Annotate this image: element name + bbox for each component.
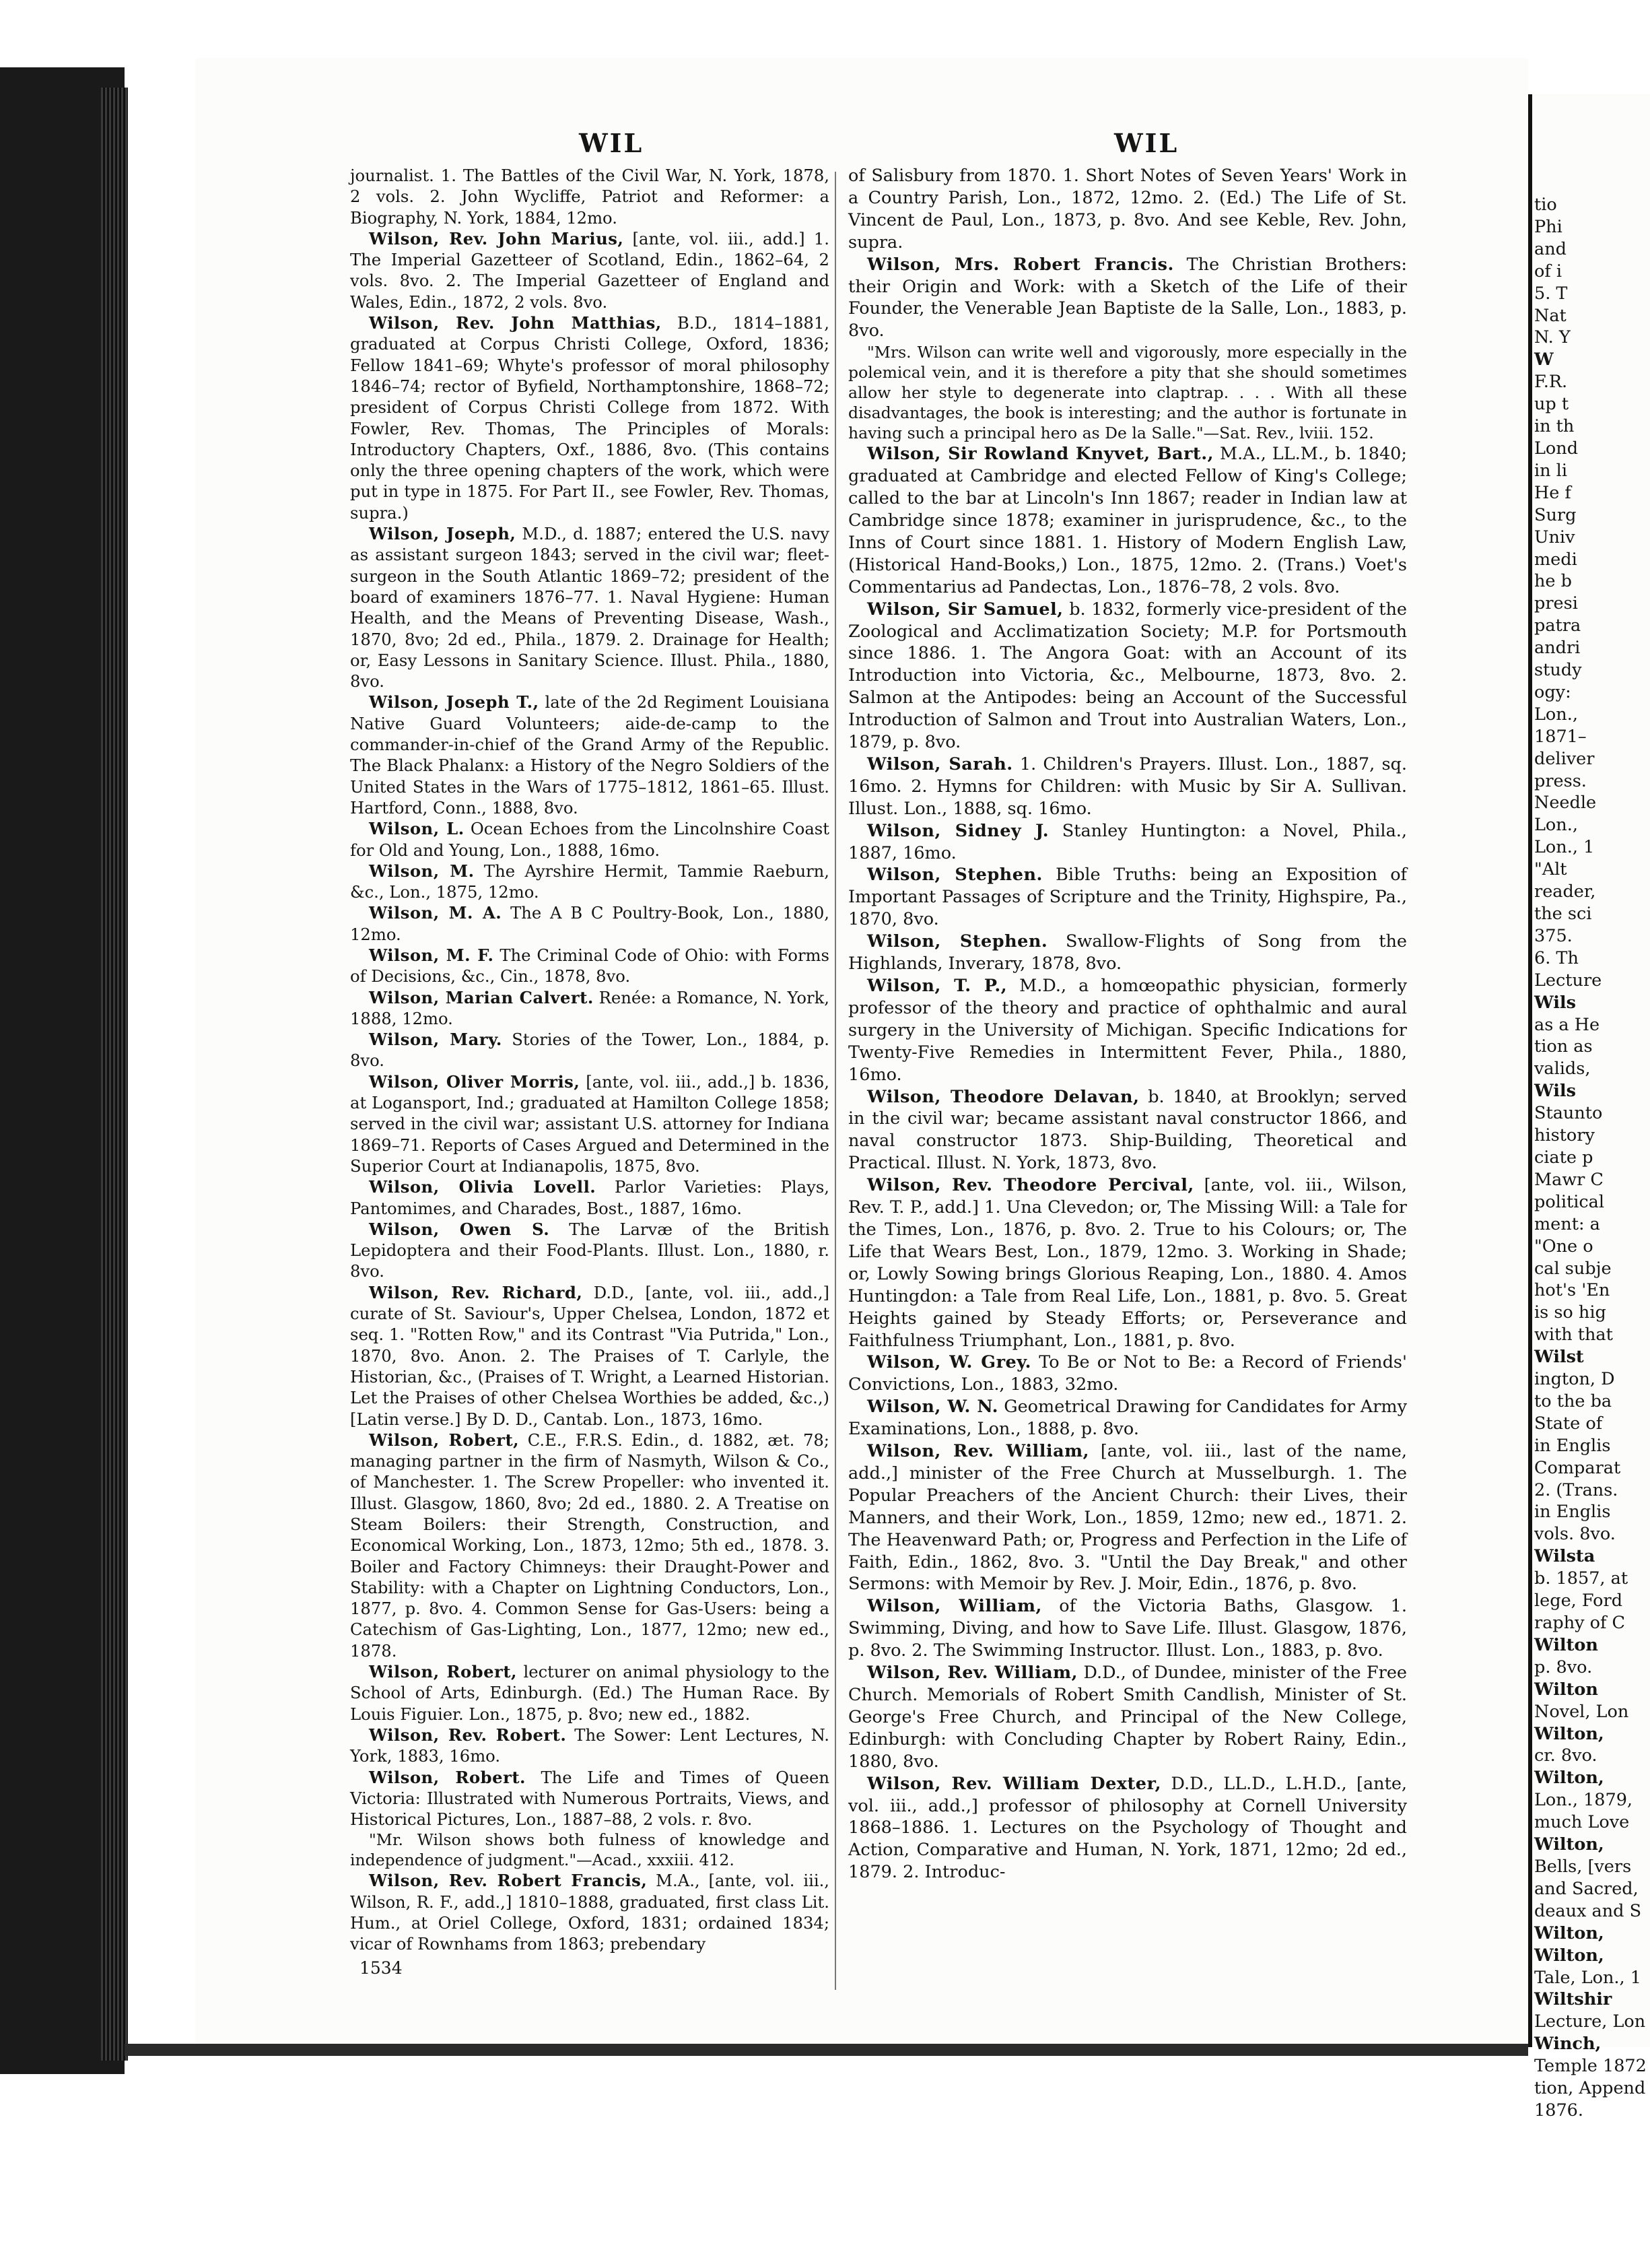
next-page-fragment: Novel, Lon (1534, 1701, 1629, 1722)
dictionary-entry (848, 1595, 1407, 1662)
next-page-fragment: Wilton, (1534, 1723, 1604, 1744)
next-page-fragment: "Alt (1534, 859, 1567, 880)
next-page-fragment: He f (1534, 482, 1571, 503)
next-page-fragment: to the ba (1534, 1391, 1612, 1411)
next-page-fragment: as a He (1534, 1014, 1600, 1035)
next-page-fragment: State of (1534, 1413, 1603, 1434)
entry-headword: Wilson, Rev. Theodore Percival, (867, 1175, 1194, 1196)
next-page-fragment: Wils (1534, 992, 1576, 1013)
right-column (848, 165, 1407, 1883)
dictionary-entry (848, 754, 1407, 820)
running-head-right: WIL (1114, 128, 1179, 158)
next-page-fragment: cr. 8vo. (1534, 1745, 1597, 1766)
entry-text: Swallow-Flights of Song from the Highlands, Inverary, 1878, 8vo. (848, 931, 1407, 974)
next-page-fragment: Tale, Lon., 1 (1534, 1967, 1641, 1988)
next-page-fragment: Phi (1534, 216, 1562, 237)
entry-headword: Wilson, M. F. (369, 945, 494, 965)
dictionary-entry (350, 861, 829, 903)
dictionary-entry (848, 1396, 1407, 1440)
next-page-fragment: the sci (1534, 904, 1592, 924)
entry-headword: Wilson, Rev. Robert. (369, 1725, 567, 1745)
next-page-fragment: in Englis (1534, 1502, 1611, 1523)
next-page-fragment: Nat (1534, 305, 1567, 326)
next-page-fragment: and (1534, 238, 1567, 259)
next-page-fragment: deliver (1534, 748, 1595, 769)
next-page-fragment: 375. (1534, 925, 1573, 946)
dictionary-entry (848, 975, 1407, 1086)
entry-headword: Wilson, Sir Rowland Knyvet, Bart., (867, 444, 1214, 465)
entry-text: M.D., d. 1887; entered the U.S. navy as assistant surgeon 1843; served in the civil war; fleet-surgeon in the South Atlantic 1869–72; president of the board of examiners 1876–77. 1. Naval Hygiene: Human Health, and the Means of Preventing Disease, Wash., 1870, 8vo; 2d ed., Phila., 1879. 2. Drainage for Health; or, Easy Lessons in Sanitary Science. Illust. Phila., 1880, 8vo. (350, 524, 829, 692)
next-page-fragment: Wilst (1534, 1347, 1584, 1368)
dictionary-entry (350, 312, 829, 523)
entry-text: C.E., F.R.S. Edin., d. 1882, æt. 78; managing partner in the firm of Nasmyth, Wilson & Co., of Manchester. 1. The Screw Propeller: who invented it. Illust. Glasgow, 1860, 8vo; 2d ed., 1880. 2. A Treatise on Steam Boilers: their Strength, Construction, and Economical Working, Lon., 1873, 12mo; 5th ed., 1878. 3. Boiler and Factory Chimneys: their Draught-Power and Stability: with a Chapter on Lightning Conductors, Lon., 1877, p. 8vo. 4. Common Sense for Gas-Users: being a Catechism of Gas-Lighting, Lon., 1877, 12mo; new ed., 1878. (350, 1430, 829, 1661)
dictionary-entry (848, 254, 1407, 343)
dictionary-entry (350, 1430, 829, 1661)
entry-continuation (848, 165, 1407, 254)
next-page-fragment: Lon., (1534, 704, 1578, 725)
next-page-fragment: Staunto (1534, 1103, 1603, 1124)
entry-text: Bible Truths: being an Exposition of Important Passages of Scripture and the Trinity, Highspire, Pa., 1870, 8vo. (848, 865, 1407, 930)
entry-headword: Wilson, M. A. (369, 903, 502, 923)
next-page-fragment: history (1534, 1125, 1595, 1146)
next-page-fragment: Needle (1534, 793, 1597, 813)
next-page-strip (1528, 94, 1650, 2121)
dictionary-entry (848, 599, 1407, 754)
next-page-fragment: Lon., 1 (1534, 837, 1595, 858)
entry-text: Stanley Huntington: a Novel, Phila., 1887, 16mo. (848, 820, 1407, 863)
page-number: 1534 (359, 1958, 403, 1978)
entry-text: Parlor Varieties: Plays, Pantomimes, and Charades, Bost., 1887, 16mo. (350, 1177, 829, 1218)
entry-headword: Wilson, Marian Calvert. (369, 987, 594, 1007)
next-page-fragment: with that (1534, 1325, 1613, 1345)
entry-headword: Wilson, Robert, (369, 1430, 520, 1450)
next-page-fragment: Lon., 1879, (1534, 1790, 1633, 1811)
next-page-fragment: Temple 1872 (1534, 2056, 1647, 2077)
next-page-fragment: hot's 'En (1534, 1280, 1610, 1301)
next-page-fragment: Bells, [vers (1534, 1856, 1632, 1877)
next-page-fragment: Wilton, (1534, 1768, 1604, 1789)
entry-text: The Larvæ of the British Lepidoptera and their Food-Plants. Illust. Lon., 1880, r. 8vo. (350, 1219, 829, 1281)
dictionary-entry (350, 1029, 829, 1071)
next-page-fragment: in li (1534, 460, 1567, 481)
next-page-fragment: Wils (1534, 1081, 1576, 1102)
dictionary-entry (350, 1176, 829, 1219)
review-quote: "Mr. Wilson shows both fulness of knowledge and independence of judgment."—Acad., xxxiii. 412. (350, 1830, 829, 1870)
dictionary-entry (350, 1725, 829, 1767)
next-page-fragment: and Sacred, (1534, 1878, 1639, 1899)
dictionary-entry (848, 443, 1407, 598)
entry-text: Stories of the Tower, Lon., 1884, p. 8vo. (350, 1030, 829, 1071)
page-bottom-edge (125, 2044, 1528, 2056)
entry-text: lecturer on animal physiology to the School of Arts, Edinburgh. (Ed.) The Human Race. By Louis Figuier. Lon., 1875, p. 8vo; new ed., 1882. (350, 1662, 829, 1724)
next-page-fragment: ington, D (1534, 1369, 1615, 1390)
entry-headword: Wilson, Stephen. (867, 931, 1048, 952)
entry-text: [ante, vol. iii., last of the name, add.,] minister of the Free Church at Musselburgh. 1. The Popular Preachers of the Ancient Church: their Lives, their Manners, and their Work, Lon., 1859, 12mo; new ed., 1871. 2. The Heavenward Path; or, Progress and Perfection in the Life of Faith, Edin., 1862, 8vo. 3. "Until the Day Break," and other Sermons: with Memoir by Rev. J. Moir, Edin., 1876, p. 8vo. (848, 1441, 1407, 1595)
next-page-fragment: N. Y (1534, 327, 1571, 348)
entry-text: of the Victoria Baths, Glasgow. 1. Swimming, Diving, and how to Save Life. Illust. Glasgow, 1876, p. 8vo. 2. The Swimming Instructor. Illust. Lon., 1883, p. 8vo. (848, 1596, 1407, 1661)
entry-headword: Wilson, Rev. John Matthias, (369, 313, 662, 333)
next-page-fragment: Lond (1534, 438, 1579, 459)
entry-headword: Wilson, Robert, (369, 1662, 517, 1682)
next-page-fragment: tio (1534, 195, 1557, 215)
next-page-fragment: valids, (1534, 1059, 1591, 1079)
entry-text: Ocean Echoes from the Lincolnshire Coast for Old and Young, Lon., 1888, 16mo. (350, 819, 829, 860)
review-quote: "Mrs. Wilson can write well and vigorously, more especially in the polemical vein, and it is therefore a pity that she should sometimes allow her style to degenerate into claptrap. . . . With all these disadvantages, the book is interesting; and the author is fortunate in having such a principal hero as De la Salle."—Sat. Rev., lviii. 152. (848, 343, 1407, 443)
next-page-fragment: Wilsta (1534, 1546, 1595, 1567)
entry-headword: Wilson, W. N. (867, 1397, 998, 1418)
dictionary-entry (848, 1352, 1407, 1396)
next-page-gutter (1528, 94, 1532, 2047)
entry-headword: Wilson, Robert. (369, 1767, 526, 1787)
page-edges (101, 88, 128, 2061)
entry-headword: Wilson, Rev. Richard, (369, 1282, 583, 1302)
dictionary-entry (350, 1767, 829, 1830)
entry-headword: Wilson, Mary. (369, 1030, 502, 1050)
entry-headword: Wilson, Sarah. (867, 754, 1013, 774)
entry-headword: Wilson, Rev. John Marius, (369, 228, 624, 248)
entry-headword: Wilson, W. Grey. (867, 1352, 1032, 1373)
next-page-fragment: Winch, (1534, 2034, 1602, 2055)
entry-text: [ante, vol. iii., add.,] b. 1836, at Logansport, Ind.; graduated at Hamilton College 1858; served in the civil war; assistant U.S. attorney for Indiana 1869–71. Reports of Cases Argued and Determined in the Superior Court at Indianapolis, 1875, 8vo. (350, 1071, 829, 1176)
dictionary-entry (350, 945, 829, 987)
next-page-fragment: W (1534, 349, 1554, 370)
entry-text: M.A., [ante, vol. iii., Wilson, R. F., add.,] 1810–1888, graduated, first class Lit. Hum., at Oriel College, Oxford, 1831; ordained 1834; vicar of Rownhams from 1863; prebendary (350, 1871, 829, 1954)
next-page-fragment: Wilton, (1534, 1834, 1604, 1855)
entry-text: B.D., 1814–1881, graduated at Corpus Christi College, Oxford, 1836; Fellow 1841–69; Whyte's professor of moral philosophy 1846–74; rector of Byfield, Northamptonshire, 1868–72; president of Corpus Christi College from 1872. With Fowler, Rev. Thomas, The Principles of Morals: Introductory Chapters, Oxf., 1886, 8vo. (This contains only the three opening chapters of the work, which were put in type in 1875. For Part II., see Fowler, Rev. Thomas, supra.) (350, 313, 829, 523)
dictionary-entry (350, 1870, 829, 1954)
dictionary-entry (350, 692, 829, 818)
entry-text: 1. Children's Prayers. Illust. Lon., 1887, sq. 16mo. 2. Hymns for Children: with Music by Sir A. Sullivan. Illust. Lon., 1888, sq. 16mo. (848, 754, 1407, 819)
entry-text: of Salisbury from 1870. 1. Short Notes of Seven Years' Work in a Country Parish, Lon., 1872, 12mo. 2. (Ed.) The Life of St. Vincent de Paul, Lon., 1873, p. 8vo. And see Keble, Rev. John, supra. (848, 166, 1407, 253)
next-page-fragment: 1876. (1534, 2100, 1584, 2121)
entry-headword: Wilson, Olivia Lovell. (369, 1177, 596, 1197)
next-page-fragment: 5. T (1534, 283, 1568, 304)
next-page-fragment: 1871– (1534, 726, 1587, 747)
next-page-fragment: ogy: (1534, 681, 1571, 702)
next-page-fragment: vols. 8vo. (1534, 1524, 1616, 1545)
dictionary-entry (848, 1174, 1407, 1352)
next-page-fragment: press. (1534, 770, 1587, 791)
next-page-fragment: Wilton (1534, 1634, 1598, 1655)
entry-text: The A B C Poultry-Book, Lon., 1880, 12mo. (350, 903, 830, 944)
entry-headword: Wilson, Oliver Morris, (369, 1071, 580, 1092)
entry-headword: Wilson, T. P., (867, 976, 1008, 996)
entry-text: b. 1832, formerly vice-president of the Zoological and Acclimatization Society; M.P. for Portsmouth since 1886. 1. The Angora Goat: with an Account of its Introduction into Victoria, &c., Melbourne, 1873, 8vo. 2. Salmon at the Antipodes: being an Account of the Successful Introduction of Salmon and Trout into Australian Waters, Lon., 1879, p. 8vo. (848, 599, 1407, 753)
next-page-fragment: political (1534, 1191, 1605, 1212)
column-rule (835, 172, 836, 1990)
entry-text: M.D., a homœopathic physician, formerly professor of the theory and practice of ophthalmic and aural surgery in the University of Michigan. Specific Indications for Twenty-Five Remedies in Intermittent Fever, Phila., 1880, 16mo. (848, 976, 1408, 1085)
next-page-fragment: Mawr C (1534, 1169, 1604, 1190)
next-page-fragment: Surg (1534, 504, 1577, 525)
next-page-fragment: Univ (1534, 527, 1575, 547)
entry-text: The Criminal Code of Ohio: with Forms of Decisions, &c., Cin., 1878, 8vo. (350, 945, 829, 987)
entry-text: The Christian Brothers: their Origin and Work: with a Sketch of the Life of their Founder, the Venerable Jean Baptiste de la Salle, Lon., 1883, p. 8vo. (848, 254, 1407, 341)
entry-headword: Wilson, Stephen. (867, 865, 1043, 886)
next-page-fragment: Lon., (1534, 815, 1578, 836)
entry-headword: Wilson, Rev. William, (867, 1663, 1078, 1683)
dictionary-entry (848, 931, 1407, 975)
dictionary-entry (350, 1282, 829, 1430)
next-page-fragment: andri (1534, 638, 1581, 659)
entry-text: [ante, vol. iii., add.] 1. The Imperial Gazetteer of Scotland, Edin., 1862–64, 2 vols. 8vo. 2. The Imperial Gazetteer of England and Wales, Edin., 1872, 2 vols. 8vo. (350, 228, 829, 312)
dictionary-entry (350, 1071, 829, 1176)
next-page-fragment: Lecture (1534, 970, 1602, 991)
entry-text: Geometrical Drawing for Candidates for Army Examinations, Lon., 1888, p. 8vo. (848, 1397, 1408, 1440)
dictionary-entry (848, 1662, 1407, 1773)
entry-text: To Be or Not to Be: a Record of Friends' Convictions, Lon., 1883, 32mo. (848, 1352, 1407, 1395)
entry-text: M.A., LL.M., b. 1840; graduated at Cambridge and elected Fellow of King's College; called to the bar at Lincoln's Inn 1867; reader in Indian law at Cambridge since 1878; examiner in jurisprudence, &c., to the Inns of Court since 1881. 1. History of Modern English Law, (Historical Hand-Books,) Lon., 1875, 12mo. 2. (Trans.) Voet's Commentarius ad Pandectas, Lon., 1876–78, 2 vols. 8vo. (848, 444, 1407, 597)
next-page-fragment: Wilton, (1534, 1945, 1604, 1966)
entry-headword: Wilson, Mrs. Robert Francis. (867, 254, 1174, 275)
next-page-fragment: is so hig (1534, 1302, 1606, 1323)
dictionary-entry (848, 1086, 1407, 1175)
next-page-fragment: in Englis (1534, 1435, 1611, 1456)
next-page-fragment: lege, Ford (1534, 1591, 1623, 1611)
next-page-fragment: medi (1534, 549, 1577, 570)
entry-headword: Wilson, Owen S. (369, 1219, 550, 1239)
dictionary-entry (350, 228, 829, 312)
next-page-fragment: tion, Append (1534, 2078, 1646, 2099)
next-page-fragment: study (1534, 660, 1582, 681)
entry-headword: Wilson, Joseph, (369, 524, 516, 544)
next-page-fragment: up t (1534, 394, 1569, 415)
next-page-fragment: 2. (Trans. (1534, 1479, 1618, 1500)
entry-continuation (350, 165, 829, 228)
next-page-fragment: Lecture, Lon (1534, 2011, 1646, 2032)
next-page-fragment: p. 8vo. (1534, 1657, 1593, 1677)
left-column (350, 165, 829, 1978)
next-page-fragment: he b (1534, 571, 1572, 592)
next-page-fragment: presi (1534, 593, 1578, 614)
next-page-fragment: ment: a (1534, 1213, 1600, 1234)
next-page-fragment: ciate p (1534, 1147, 1593, 1168)
next-page-fragment: cal subje (1534, 1258, 1612, 1279)
entry-text: D.D., LL.D., L.H.D., [ante, vol. iii., add.,] professor of philosophy at Cornell University 1868–1886. 1. Lectures on the Psychology of Thought and Action, Comparative and Human, N. York, 1871, 12mo; 2d ed., 1879. 2. Introduc- (848, 1773, 1408, 1883)
entry-headword: Wilson, M. (369, 861, 475, 881)
next-page-fragment: "One o (1534, 1236, 1593, 1257)
dictionary-entry (848, 864, 1407, 931)
entry-text: D.D., of Dundee, minister of the Free Church. Memorials of Robert Smith Candlish, Minister of St. George's Free Church, and Principal of the New College, Edinburgh: with Concluding Chapter by Robert Rainy, Edin., 1880, 8vo. (848, 1663, 1407, 1772)
next-page-fragment: raphy of C (1534, 1613, 1626, 1633)
next-page-fragment: much Love (1534, 1812, 1630, 1833)
entry-text: The Ayrshire Hermit, Tammie Raeburn, &c., Lon., 1875, 12mo. (350, 861, 829, 902)
entry-text: The Life and Times of Queen Victoria: Illustrated with Numerous Portraits, Views, and Historical Pictures, Lon., 1887–88, 2 vols. r. 8vo. (350, 1767, 829, 1830)
next-page-fragment: Wilton (1534, 1679, 1598, 1700)
entry-headword: Wilson, Joseph T., (369, 692, 539, 712)
entry-text: D.D., [ante, vol. iii., add.,] curate of St. Saviour's, Upper Chelsea, London, 1872 et seq. 1. "Rotten Row," and its Contrast "Via Putrida," Lon., 1870, 8vo. Anon. 2. The Praises of T. Carlyle, the Historian, &c., (Praises of T. Wright, a Learned Historian. Let the Praises of other Chelsea Worthies be added, &c.,) [Latin verse.] By D. D., Cantab. Lon., 1873, 16mo. (350, 1282, 829, 1429)
dictionary-entry (350, 902, 829, 945)
entry-text: late of the 2d Regiment Louisiana Native Guard Volunteers; aide-de-camp to the commander-in-chief of the Grand Army of the Republic. The Black Phalanx: a History of the Negro Soldiers of the United States in the Wars of 1775–1812, 1861–65. Illust. Hartford, Conn., 1888, 8vo. (350, 692, 829, 818)
next-page-fragment: deaux and S (1534, 1900, 1642, 1921)
entry-text: journalist. 1. The Battles of the Civil War, N. York, 1878, 2 vols. 2. John Wycliffe, Patriot and Reformer: a Biography, N. York, 1884, 12mo. (350, 166, 829, 228)
next-page-fragment: in th (1534, 416, 1575, 437)
dictionary-entry (350, 1661, 829, 1725)
next-page-fragment: tion as (1534, 1036, 1593, 1057)
entry-headword: Wilson, Rev. William, (867, 1441, 1089, 1462)
dictionary-entry (848, 820, 1407, 865)
dictionary-entry (350, 818, 829, 861)
dictionary-entry (350, 1219, 829, 1282)
dictionary-entry (350, 523, 829, 692)
entry-headword: Wilson, William, (867, 1596, 1042, 1617)
entry-text: [ante, vol. iii., Wilson, Rev. T. P., add.] 1. Una Clevedon; or, The Missing Will: a Tale for the Times, Lon., 1876, p. 8vo. 2. True to his Colours; or, The Life that Wears Best, Lon., 1879, 12mo. 3. Working in Shade; or, Lowly Sowing brings Glorious Reaping, Lon., 1880. 4. Amos Huntingdon: a Tale from Real Life, Lon., 1881, p. 8vo. 5. Great Heights gained by Steady Efforts; or, Perseverance and Faithfulness Triumphant, Lon., 1881, p. 8vo. (848, 1175, 1407, 1351)
dictionary-entry (848, 1773, 1407, 1884)
next-page-fragment: Wiltshir (1534, 1989, 1612, 2010)
entry-headword: Wilson, Rev. William Dexter, (867, 1773, 1161, 1794)
next-page-fragment: b. 1857, at (1534, 1568, 1628, 1589)
entry-headword: Wilson, L. (369, 819, 465, 839)
entry-headword: Wilson, Sir Samuel, (867, 599, 1064, 620)
entry-headword: Wilson, Theodore Delavan, (867, 1086, 1140, 1107)
dictionary-entry (848, 1440, 1407, 1595)
entry-text: The Sower: Lent Lectures, N. York, 1883, 16mo. (350, 1725, 829, 1766)
next-page-fragment: reader, (1534, 881, 1596, 902)
next-page-fragment: Comparat (1534, 1457, 1621, 1478)
entry-text: Renée: a Romance, N. York, 1888, 12mo. (350, 987, 829, 1028)
entry-headword: Wilson, Rev. Robert Francis, (369, 1871, 648, 1891)
entry-headword: Wilson, Sidney J. (867, 820, 1050, 841)
next-page-fragment: patra (1534, 615, 1581, 636)
next-page-fragment: Wilton, (1534, 1923, 1604, 1943)
next-page-fragment: F.R. (1534, 372, 1568, 393)
next-page-fragment: 6. Th (1534, 947, 1579, 968)
next-page-fragment: of i (1534, 261, 1562, 281)
dictionary-entry (350, 987, 829, 1030)
entry-text: b. 1840, at Brooklyn; served in the civil war; became assistant naval constructor 1866, and naval constructor 1873. Ship-Building, Theoretical and Practical. Illust. N. York, 1873, 8vo. (848, 1086, 1408, 1174)
running-head-left: WIL (579, 128, 644, 158)
